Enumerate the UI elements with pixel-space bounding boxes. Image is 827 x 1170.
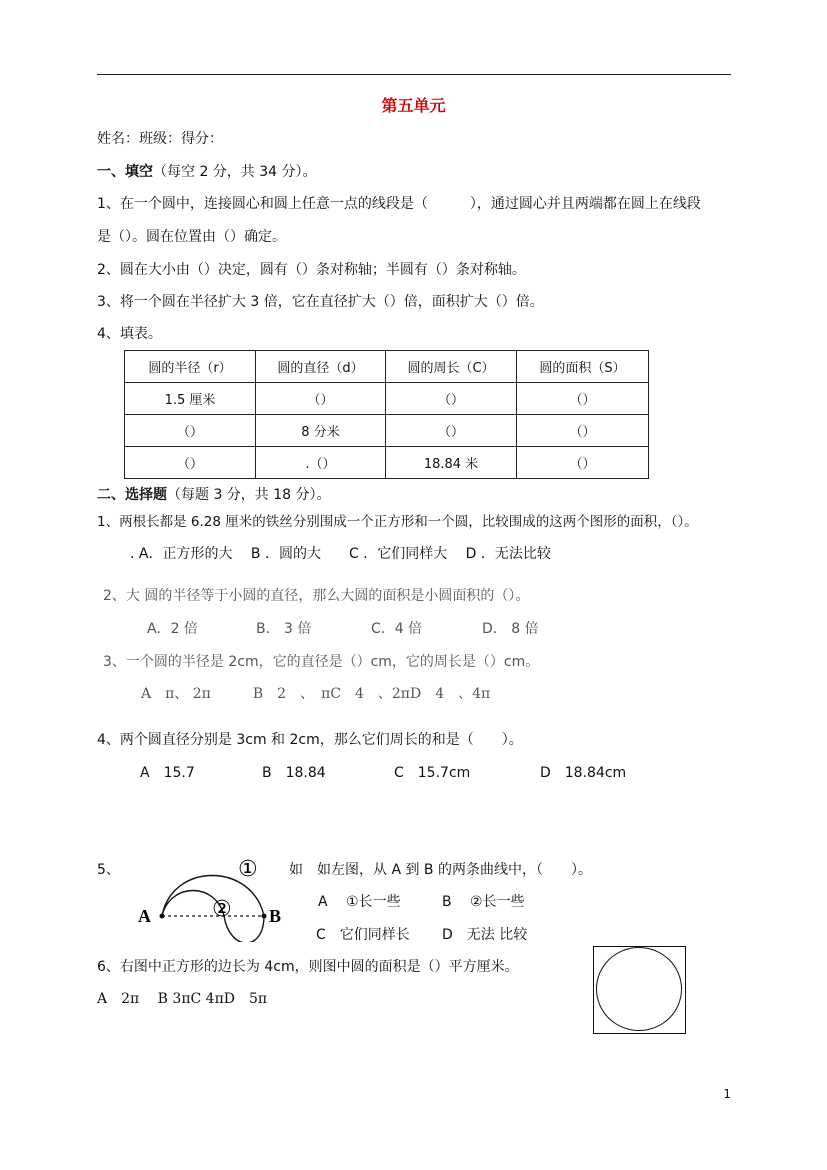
choice-5-option-a: A ①长一些: [318, 894, 401, 910]
choice-5-option-b: B ②长一些: [442, 894, 525, 910]
label-a: A: [138, 906, 151, 926]
choice-2: 2、大 圆的半径等于小圆的直径，那么大圆的面积是小圆面积的（）。: [103, 588, 530, 604]
table-cell: （）: [125, 415, 256, 447]
choice-1: 1、两根长都是 6.28 厘米的铁丝分别围成一个正方形和一个圆，比较围成的这两个图形的面积，（）。: [97, 514, 698, 530]
choice-5-option-c: C 它们同样长: [316, 927, 410, 943]
section1-heading-row: [97, 163, 317, 181]
choice-4-option-d: D 18.84cm: [540, 765, 627, 781]
section1-note: （每空 2 分，共 34 分）。: [153, 164, 317, 180]
table-cell: （）: [386, 383, 517, 415]
table-cell: （）: [517, 447, 649, 479]
point-a: [160, 914, 165, 919]
curve-figure: [132, 852, 292, 942]
table-cell: （）: [256, 383, 386, 415]
table-header-cell: 圆的直径（d）: [256, 351, 386, 383]
choice-5-number: 5、: [97, 862, 120, 878]
section2-heading: 二、选择题: [97, 487, 167, 503]
table-cell: .（）: [256, 447, 386, 479]
section1-heading: 一、填空: [97, 164, 153, 180]
table-cell: （）: [386, 415, 517, 447]
table-header-row: [125, 351, 649, 383]
choice-2-option-d: D． 8 倍: [482, 621, 539, 637]
choice-3-options: A π、 2π B 2 、 πC 4 、2πD 4 、4π: [141, 686, 491, 702]
choice-1-options: . A．正方形的大 B ．圆的大 C ．它们同样大 D ．无法比较: [130, 546, 551, 562]
section2-heading-row: [97, 486, 331, 504]
table-cell: 8 分米: [256, 415, 386, 447]
q1-line2: 是（）。圆在位置由（）确定。: [97, 229, 286, 245]
choice-4: 4、两个圆直径分别是 3cm 和 2cm，那么它们周长的和是（ ）。: [97, 732, 523, 748]
table-cell: （）: [517, 415, 649, 447]
choice-4-option-b: B 18.84: [262, 765, 326, 781]
choice-2-option-c: C．4 倍: [371, 621, 423, 637]
choice-5-option-d: D 无法 比较: [442, 927, 528, 943]
choice-5-text: 如 如左图，从 A 到 B 的两条曲线中，（ ）。: [289, 862, 592, 878]
header-rule: [97, 74, 731, 75]
choice-3: 3、一个圆的半径是 2cm，它的直径是（）cm，它的周长是（）cm。: [103, 654, 540, 670]
table-header-cell: 圆的半径（r）: [125, 351, 256, 383]
q4: 4、填表。: [97, 326, 162, 342]
fill-table: [124, 350, 649, 479]
choice-4-option-a: A 15.7: [140, 765, 195, 781]
table-row: [125, 447, 649, 479]
table-cell: （）: [517, 383, 649, 415]
q1-line1: 1、在一个圆中，连接圆心和圆上任意一点的线段是（ ），通过圆心并且两端都在圆上在线段: [97, 196, 701, 212]
table-cell: （）: [125, 447, 256, 479]
table-header-cell: 圆的周长（C）: [386, 351, 517, 383]
q3: 3、将一个圆在半径扩大 3 倍，它在直径扩大（）倍，面积扩大（）倍。: [97, 294, 544, 310]
header-fields: 姓名：班级：得分：: [97, 131, 223, 147]
choice-6-options: A 2π B 3πC 4πD 5π: [97, 991, 268, 1007]
table-row: [125, 415, 649, 447]
curve-2-label: ②: [212, 897, 232, 922]
page-number: 1: [723, 1087, 731, 1101]
choice-6: 6、右图中正方形的边长为 4cm，则图中圆的面积是（）平方厘米。: [97, 959, 519, 975]
table-cell: 18.84 米: [386, 447, 517, 479]
section2-note: （每题 3 分，共 18 分）。: [167, 487, 331, 503]
page-title: 第五单元: [381, 96, 446, 115]
table-cell: 1.5 厘米: [125, 383, 256, 415]
choice-2-option-b: B． 3 倍: [256, 621, 312, 637]
label-b: B: [269, 906, 282, 926]
choice-4-option-c: C 15.7cm: [394, 765, 471, 781]
table-header-cell: 圆的面积（S）: [517, 351, 649, 383]
curve-1-label: ①: [238, 857, 258, 882]
point-b: [262, 914, 267, 919]
q2: 2、圆在大小由（）决定，圆有（）条对称轴；半圆有（）条对称轴。: [97, 262, 526, 278]
inscribed-circle-figure: [596, 947, 682, 1031]
table-row: [125, 383, 649, 415]
choice-2-option-a: A．2 倍: [147, 621, 198, 637]
